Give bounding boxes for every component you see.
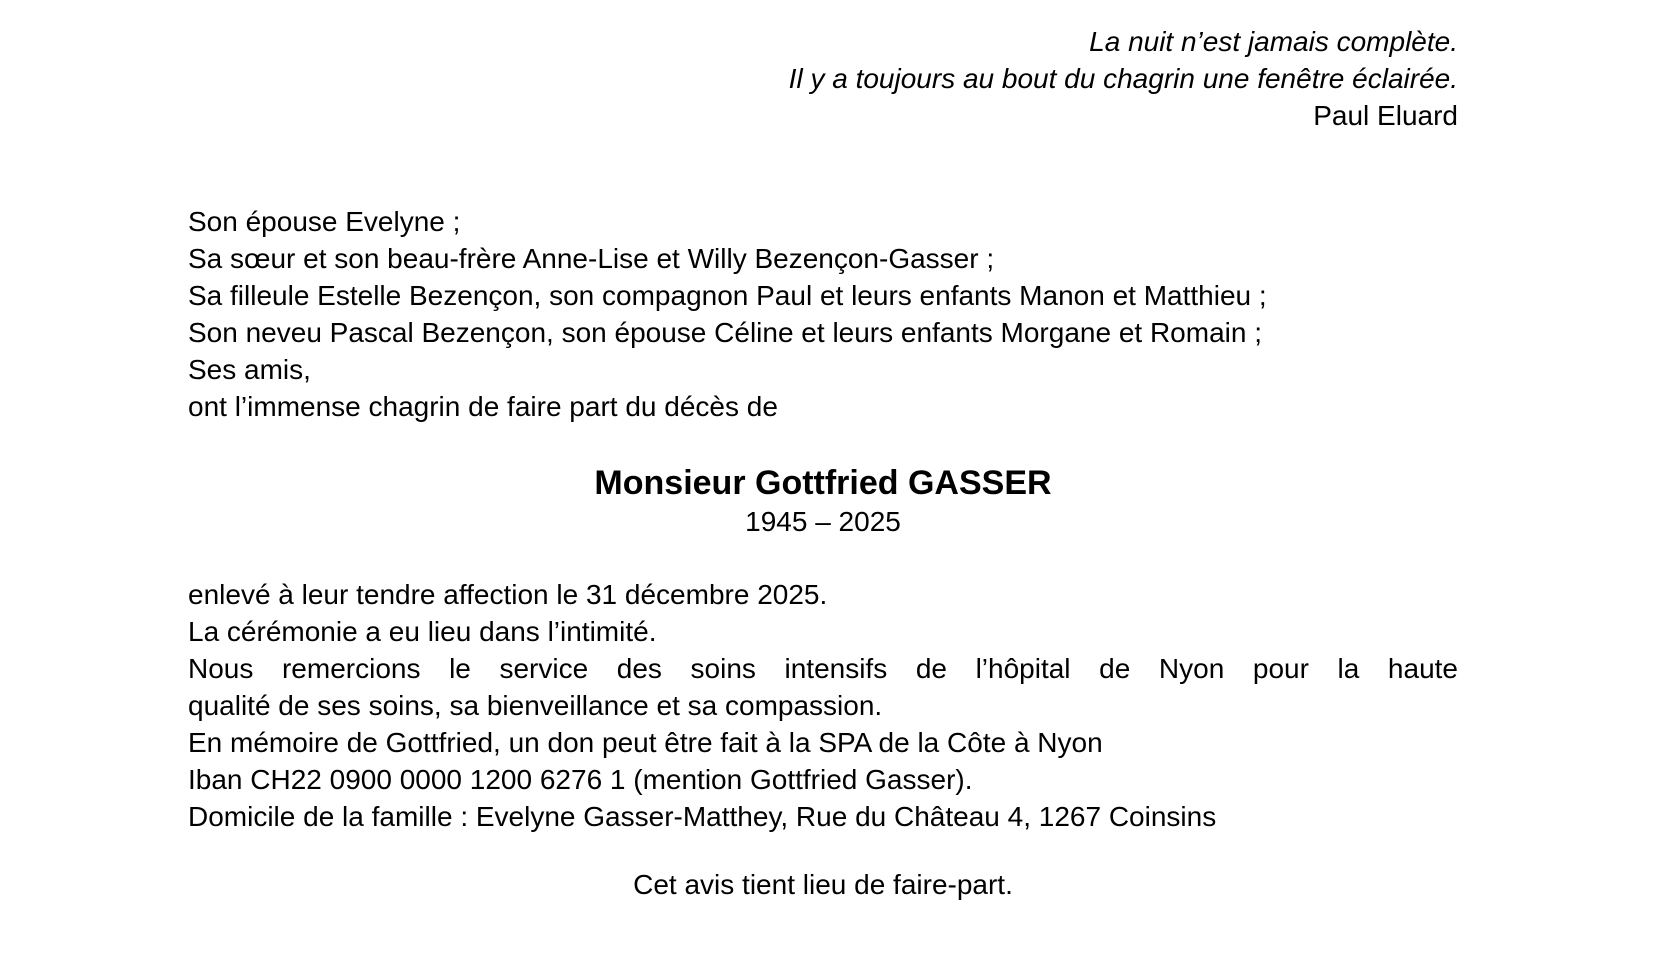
donation-line: En mémoire de Gottfried, un don peut être fait à la SPA de la Côte à Nyon [188,727,1103,758]
announcement-line: ont l’immense chagrin de faire part du décès de [188,391,778,422]
family-line-friends: Ses amis, [188,354,311,385]
family-line-spouse: Son épouse Evelyne ; [188,206,461,237]
faire-part-notice: Cet avis tient lieu de faire-part. [633,869,1013,900]
ceremony-line: La cérémonie a eu lieu dans l’intimité. [188,616,657,647]
iban-line: Iban CH22 0900 0000 1200 6276 1 (mention Gottfried Gasser). [188,764,973,795]
epigraph-quote [789,23,1458,134]
family-list [188,203,1458,425]
family-line-goddaughter: Sa filleule Estelle Bezençon, son compagnon Paul et leurs enfants Manon et Matthieu ; [188,280,1267,311]
quote-attribution: Paul Eluard [1313,100,1458,131]
details-section [188,576,1458,835]
quote-line-2: Il y a toujours au bout du chagrin une fenêtre éclairée. [788,63,1458,94]
family-address-line: Domicile de la famille : Evelyne Gasser-Matthey, Rue du Château 4, 1267 Coinsins [188,801,1217,832]
death-date-line: enlevé à leur tendre affection le 31 décembre 2025. [188,579,828,610]
thanks-line-2: qualité de ses soins, sa bienveillance et sa compassion. [188,690,883,721]
deceased-years: 1945 – 2025 [745,506,901,537]
quote-line-1: La nuit n’est jamais complète. [1089,26,1458,57]
family-line-nephew: Son neveu Pascal Bezençon, son épouse Céline et leurs enfants Morgane et Romain ; [188,317,1262,348]
deceased-name: Monsieur Gottfried GASSER [594,464,1052,502]
thanks-line-1: Nous remercions le service des soins intensifs de l’hôpital de Nyon pour la haute [188,653,1458,684]
family-line-sister: Sa sœur et son beau-frère Anne-Lise et Willy Bezençon-Gasser ; [188,243,995,274]
